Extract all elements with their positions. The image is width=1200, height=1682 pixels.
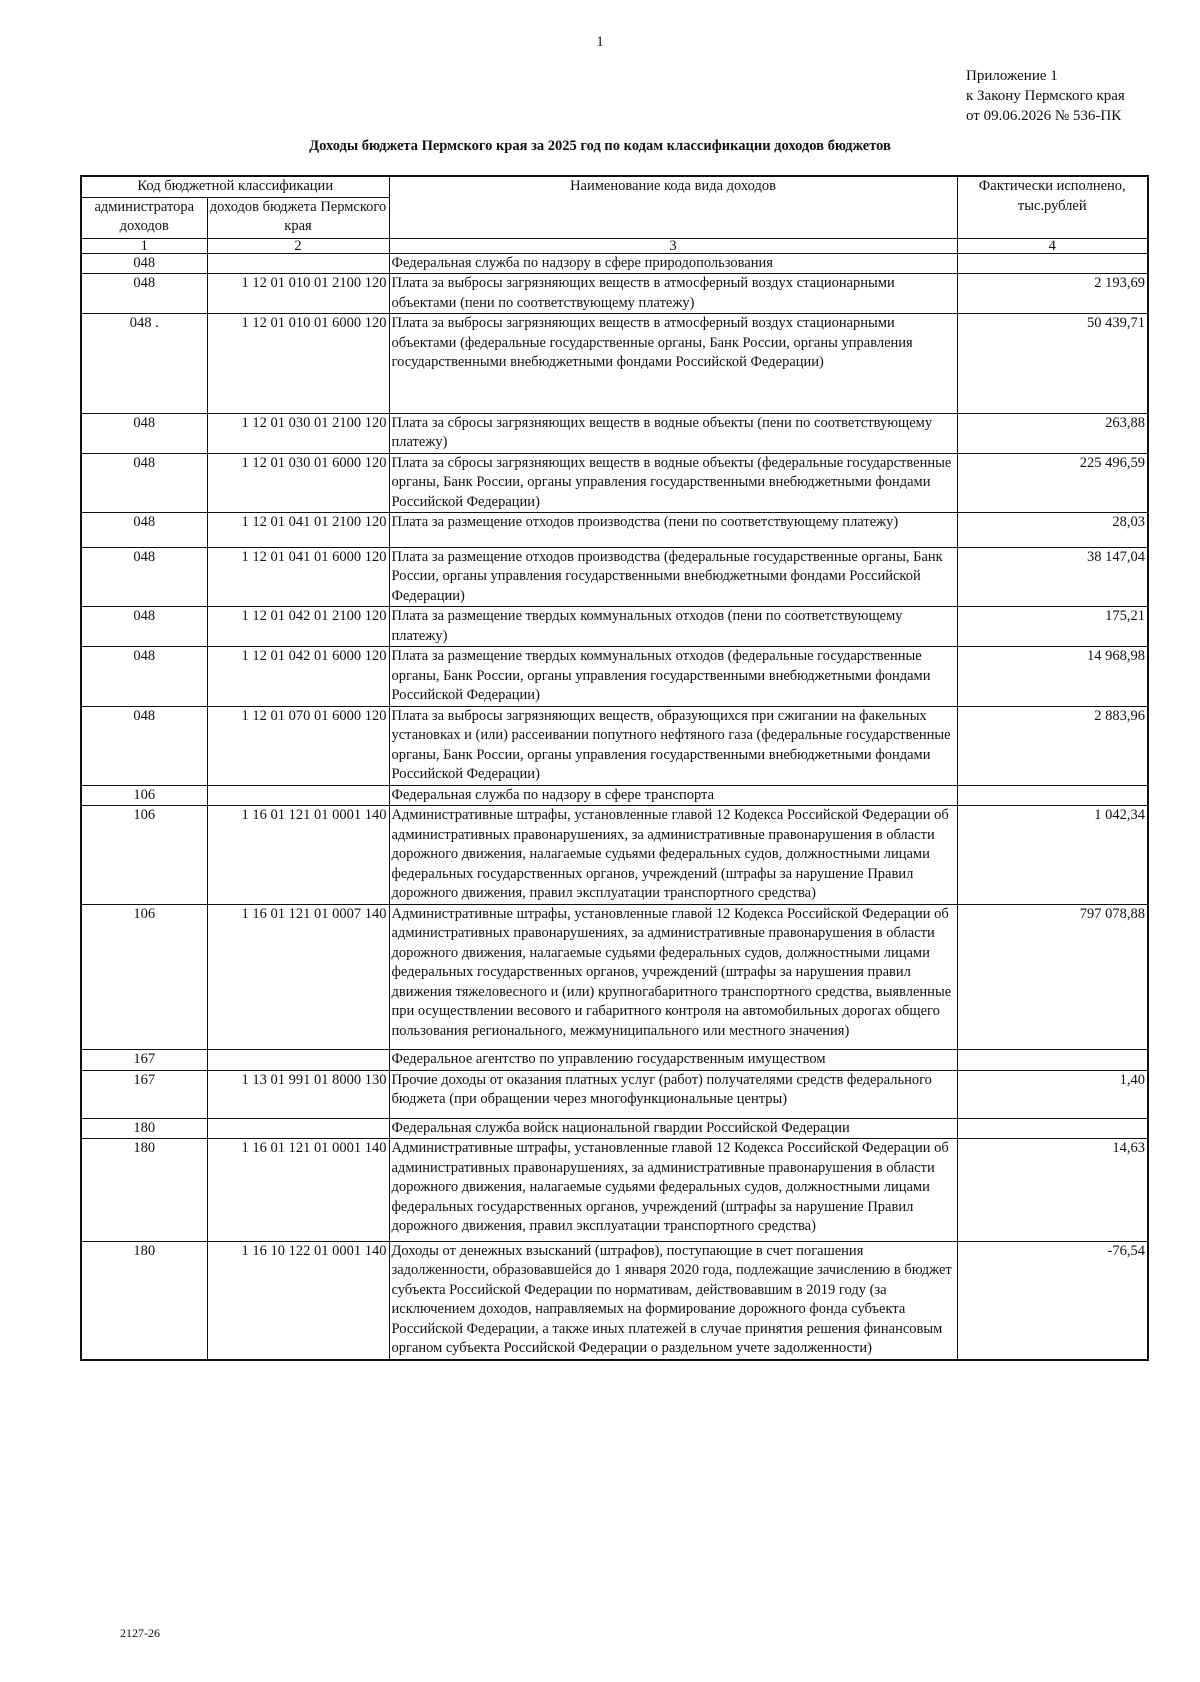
income-name-cell: Административные штрафы, установленные главой 12 Кодекса Российской Федерации об административных правонарушениях, за административные правонарушения в области дорожного движения, налагаемые судьями федеральных судов, должностными лицами федеральных государственных органов, учреждений (штрафы за нарушение Правил дорожного движения, правил эксплуатации транспортного средства) [389, 1139, 957, 1242]
table-row [81, 607, 1148, 647]
income-name-cell: Плата за выбросы загрязняющих веществ, образующихся при сжигании на факельных установках и (или) рассеивании попутного нефтяного газа (федеральные государственные органы, Банк России, органы управления государственными внебюджетными фондами Российской Федерации) [389, 706, 957, 785]
administrator-code-cell: 048 [81, 253, 207, 274]
table-row [81, 706, 1148, 785]
income-name-cell: Федеральное агентство по управлению государственным имуществом [389, 1050, 957, 1071]
income-name-cell: Плата за выбросы загрязняющих веществ в атмосферный воздух стационарными объектами (федеральные государственные органы, Банк России, органы управления государственными внебюджетными фондами Российской Федерации) [389, 314, 957, 414]
footer-code: 2127-26 [120, 1626, 160, 1640]
administrator-code-cell: 106 [81, 904, 207, 1050]
header-amount: Фактически исполнено, тыс.рублей [957, 176, 1148, 238]
table-row [81, 253, 1148, 274]
amount-cell: 14,63 [957, 1139, 1148, 1242]
income-name-cell: Плата за выбросы загрязняющих веществ в атмосферный воздух стационарными объектами (пени по соответствующему платежу) [389, 274, 957, 314]
income-code-cell [207, 1050, 389, 1071]
header-administrator: администратора доходов [81, 197, 207, 238]
income-name-cell: Плата за размещение твердых коммунальных отходов (федеральные государственные органы, Банк России, органы управления государственными внебюджетными фондами Российской Федерации) [389, 647, 957, 707]
amount-cell: 14 968,98 [957, 647, 1148, 707]
table-row [81, 453, 1148, 513]
appendix-line-1: Приложение 1 [966, 68, 1058, 84]
header-income-name: Наименование кода вида доходов [389, 176, 957, 238]
table-row [81, 1070, 1148, 1118]
income-name-cell: Административные штрафы, установленные главой 12 Кодекса Российской Федерации об административных правонарушениях, за административные правонарушения в области дорожного движения, налагаемые судьями федеральных судов, должностными лицами федеральных государственных органов, учреждений (штрафы за нарушение Правил дорожного движения, правил эксплуатации транспортного средства) [389, 806, 957, 905]
income-name-cell: Плата за размещение отходов производства (пени по соответствующему платежу) [389, 513, 957, 548]
administrator-code-cell: 048 [81, 453, 207, 513]
header-income-code: доходов бюджета Пермского края [207, 197, 389, 238]
table-row [81, 785, 1148, 806]
administrator-code-cell: 048 [81, 607, 207, 647]
income-code-cell [207, 253, 389, 274]
column-number: 2 [207, 238, 389, 253]
income-name-cell: Плата за размещение твердых коммунальных отходов (пени по соответствующему платежу) [389, 607, 957, 647]
amount-cell: 2 883,96 [957, 706, 1148, 785]
income-code-cell [207, 1118, 389, 1139]
administrator-code-cell: 048 [81, 513, 207, 548]
amount-cell: 1,40 [957, 1070, 1148, 1118]
income-code-cell: 1 12 01 041 01 2100 120 [207, 513, 389, 548]
income-name-cell: Плата за сбросы загрязняющих веществ в водные объекты (пени по соответствующему платежу) [389, 413, 957, 453]
amount-cell: 263,88 [957, 413, 1148, 453]
administrator-code-cell: 048 [81, 413, 207, 453]
administrator-code-cell: 167 [81, 1050, 207, 1071]
administrator-code-cell: 048 . [81, 314, 207, 414]
income-code-cell: 1 12 01 070 01 6000 120 [207, 706, 389, 785]
income-code-cell: 1 16 01 121 01 0001 140 [207, 806, 389, 905]
income-code-cell: 1 12 01 042 01 2100 120 [207, 607, 389, 647]
income-code-cell: 1 12 01 010 01 6000 120 [207, 314, 389, 414]
table-row [81, 904, 1148, 1050]
appendix-line-2: к Закону Пермского края [966, 88, 1125, 104]
income-code-cell: 1 12 01 030 01 2100 120 [207, 413, 389, 453]
amount-cell: 175,21 [957, 607, 1148, 647]
table-row [81, 806, 1148, 905]
income-name-cell: Федеральная служба по надзору в сфере природопользования [389, 253, 957, 274]
income-code-cell: 1 12 01 010 01 2100 120 [207, 274, 389, 314]
table-row [81, 274, 1148, 314]
administrator-code-cell: 048 [81, 274, 207, 314]
amount-cell: 225 496,59 [957, 453, 1148, 513]
amount-cell: 50 439,71 [957, 314, 1148, 414]
income-code-cell: 1 16 01 121 01 0007 140 [207, 904, 389, 1050]
table-row [81, 513, 1148, 548]
income-code-cell: 1 13 01 991 01 8000 130 [207, 1070, 389, 1118]
income-code-cell: 1 16 01 121 01 0001 140 [207, 1139, 389, 1242]
income-name-cell: Федеральная служба по надзору в сфере транспорта [389, 785, 957, 806]
administrator-code-cell: 180 [81, 1241, 207, 1360]
amount-cell [957, 1050, 1148, 1071]
income-name-cell: Административные штрафы, установленные главой 12 Кодекса Российской Федерации об административных правонарушениях, за административные правонарушения в области дорожного движения, налагаемые судьями федеральных судов, должностными лицами федеральных государственных органов, учреждений (штрафы за нарушения правил движения тяжеловесного и (или) крупногабаритного транспортного средства, выявленные при осуществлении весового и габаритного контроля на автомобильных дорогах общего пользования регионального, межмуниципального или местного значения) [389, 904, 957, 1050]
amount-cell: 28,03 [957, 513, 1148, 548]
table-row [81, 1050, 1148, 1071]
table-row [81, 413, 1148, 453]
table-row [81, 314, 1148, 414]
amount-cell [957, 253, 1148, 274]
income-name-cell: Федеральная служба войск национальной гвардии Российской Федерации [389, 1118, 957, 1139]
administrator-code-cell: 106 [81, 785, 207, 806]
income-name-cell: Плата за сбросы загрязняющих веществ в водные объекты (федеральные государственные органы, Банк России, органы управления государственными внебюджетными фондами Российской Федерации) [389, 453, 957, 513]
table-row [81, 647, 1148, 707]
page-number: 1 [596, 34, 604, 50]
revenue-table [80, 175, 1149, 1361]
table-row [81, 547, 1148, 607]
administrator-code-cell: 167 [81, 1070, 207, 1118]
income-code-cell: 1 12 01 041 01 6000 120 [207, 547, 389, 607]
administrator-code-cell: 048 [81, 647, 207, 707]
table-row [81, 1241, 1148, 1360]
income-code-cell: 1 12 01 030 01 6000 120 [207, 453, 389, 513]
amount-cell [957, 785, 1148, 806]
amount-cell: 38 147,04 [957, 547, 1148, 607]
appendix-note [966, 66, 1125, 126]
income-code-cell: 1 16 10 122 01 0001 140 [207, 1241, 389, 1360]
administrator-code-cell: 180 [81, 1139, 207, 1242]
header-classification-code: Код бюджетной классификации [81, 176, 389, 197]
income-code-cell: 1 12 01 042 01 6000 120 [207, 647, 389, 707]
administrator-code-cell: 180 [81, 1118, 207, 1139]
amount-cell: 2 193,69 [957, 274, 1148, 314]
administrator-code-cell: 048 [81, 706, 207, 785]
column-number: 4 [957, 238, 1148, 253]
table-row [81, 1118, 1148, 1139]
income-name-cell: Доходы от денежных взысканий (штрафов), поступающие в счет погашения задолженности, образовавшейся до 1 января 2020 года, подлежащие зачислению в бюджет субъекта Российской Федерации по нормативам, действовавшим в 2019 году (за исключением доходов, направляемых на формирование дорожного фонда субъекта Российской Федерации, а также иных платежей в случае принятия решения финансовым органом субъекта Российской Федерации о раздельном учете задолженности) [389, 1241, 957, 1360]
table-row [81, 1139, 1148, 1242]
administrator-code-cell: 106 [81, 806, 207, 905]
amount-cell: 1 042,34 [957, 806, 1148, 905]
amount-cell: -76,54 [957, 1241, 1148, 1360]
income-code-cell [207, 785, 389, 806]
income-name-cell: Плата за размещение отходов производства (федеральные государственные органы, Банк России, органы управления государственными внебюджетными фондами Российской Федерации) [389, 547, 957, 607]
appendix-line-3: от 09.06.2026 № 536-ПК [966, 108, 1122, 124]
column-number: 3 [389, 238, 957, 253]
administrator-code-cell: 048 [81, 547, 207, 607]
amount-cell: 797 078,88 [957, 904, 1148, 1050]
income-name-cell: Прочие доходы от оказания платных услуг (работ) получателями средств федерального бюджета (при обращении через многофункциональные центры) [389, 1070, 957, 1118]
column-number: 1 [81, 238, 207, 253]
document-title: Доходы бюджета Пермского края за 2025 год по кодам классификации доходов бюджетов [309, 138, 891, 154]
table-body [81, 253, 1148, 1360]
amount-cell [957, 1118, 1148, 1139]
